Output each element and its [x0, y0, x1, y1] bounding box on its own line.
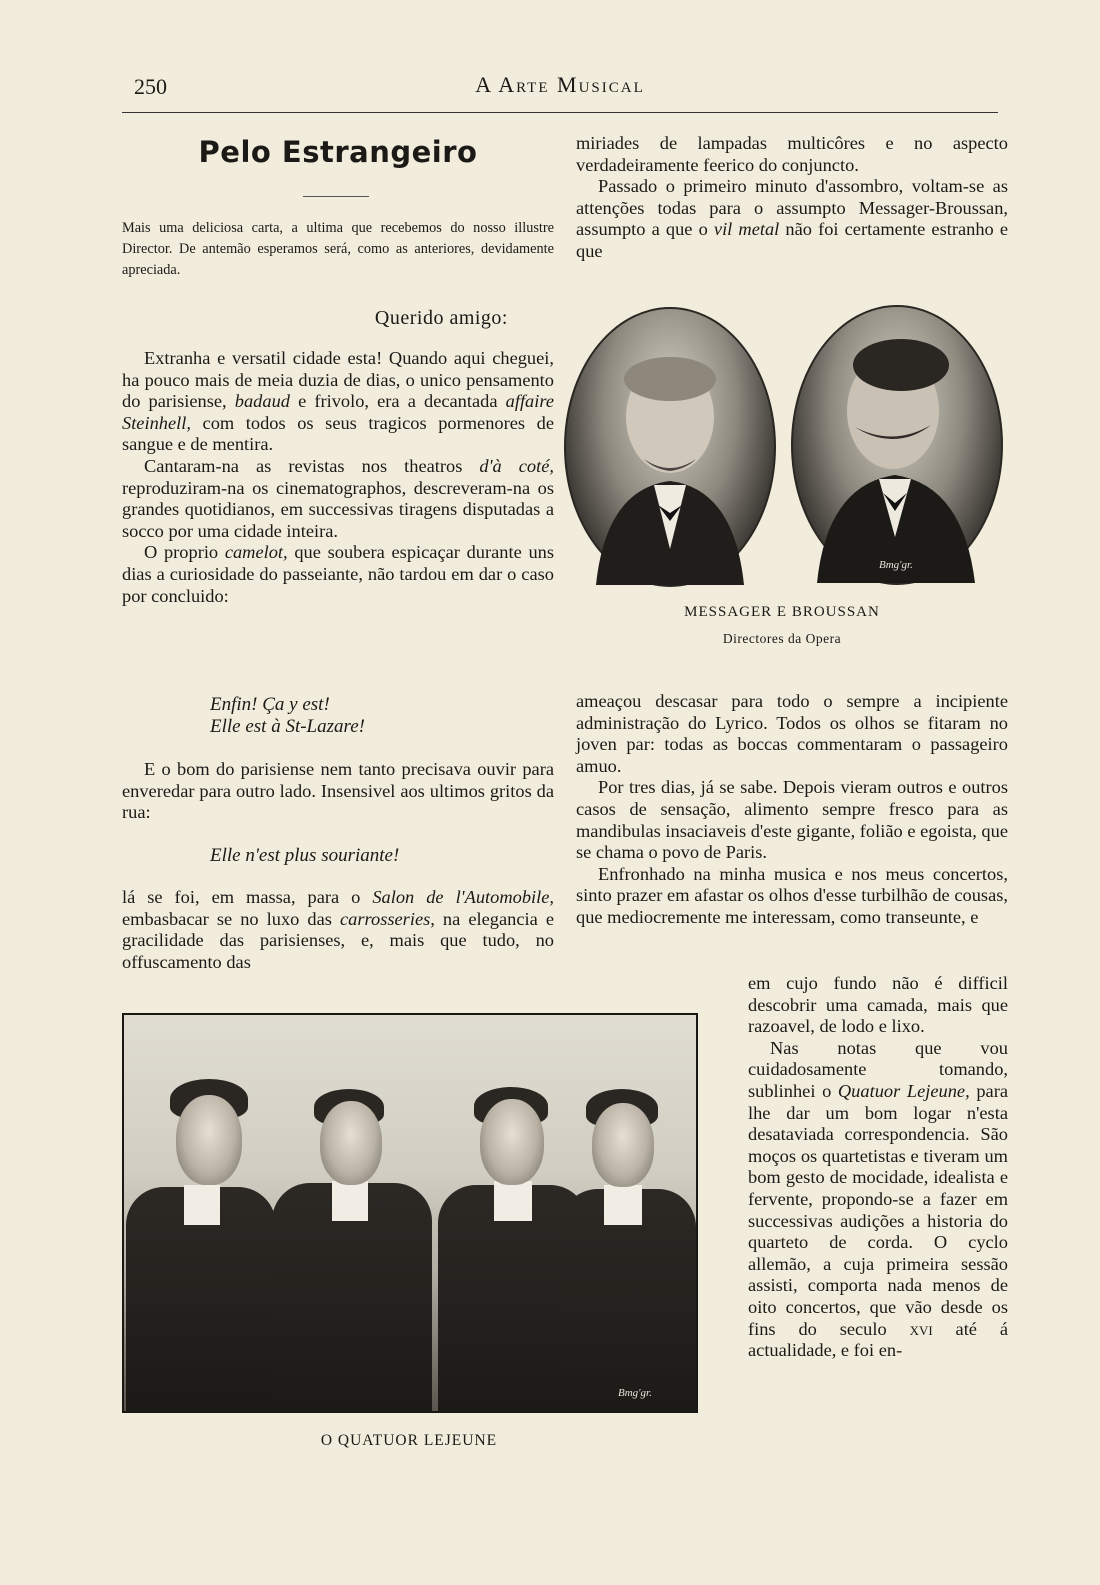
photographer-signature: Bmg'gr.	[879, 559, 913, 571]
paragraph-r1: miriades de lampadas multicôres e no aspecto verdadeiramente feerico do conjuncto.	[576, 133, 1008, 175]
paragraph-r4: Por tres dias, já se sabe. Depois vieram outros e outros casos de sensação, alimento sempre fresco para as mandibulas insaciaveis d'este gigante, folião e egoista, que se chama o povo de Paris.	[576, 777, 1008, 863]
right-column-top	[576, 133, 1008, 263]
right-column-narrow	[748, 973, 1008, 1362]
portrait-broussan	[791, 305, 1003, 585]
portraits-caption: MESSAGER E BROUSSAN	[684, 604, 880, 620]
page-number: 250	[134, 74, 167, 99]
quartet-photo	[122, 1013, 698, 1413]
paragraph-r5: Enfronhado na minha musica e nos meus concertos, sinto prazer em afastar os olhos d'esse turbilhão de cousas, que mediocremente me interessam, como transeunte, e	[576, 863, 1008, 927]
paragraph-5-text: lá se foi, em massa, para o Salon de l'Automobile, embasbacar se no luxo das carrosseries, na elegancia e gracilidade das parisienses, e, mais que tudo, no offuscamento das	[122, 887, 555, 972]
header-rule	[122, 112, 998, 113]
verse-line-1: Enfin! Ça y est!	[210, 694, 330, 715]
verse-line-2: Elle est à St-Lazare!	[210, 716, 365, 737]
paragraph-3: O proprio camelot, que soubera espicaçar durante uns dias a curiosidade do passeiante, não tardou em dar o caso por concluido:	[122, 542, 554, 606]
article-title: Pelo Estrangeiro	[198, 135, 478, 169]
portrait-messager-figure	[566, 309, 774, 585]
title-divider	[303, 196, 369, 197]
portraits-subcaption: Directores da Opera	[722, 631, 842, 646]
page-header	[122, 70, 998, 100]
article-intro: Mais uma deliciosa carta, a ultima que recebemos do nosso illustre Director. De antemão esperamos será, como as anteriores, devidamente apreciada.	[122, 220, 554, 278]
right-column-middle	[576, 691, 1008, 929]
journal-title: A Arte Musical	[475, 72, 645, 97]
paragraph-n2: Nas notas que vou cuidadosamente tomando, sublinhei o Quatuor Lejeune, para lhe dar um bom logar n'esta desataviada correspondencia. São moços os quartetistas e tiveram um bom gesto de mocidade, idealista e fervente, propondo-se a fazer em successivas audições a historia do quarteto de corda. O cyclo allemão, a cuja primeira sessão assisti, comporta nada menos de oito concertos, que vão desde os fins do seculo xvi até á actualidade, e foi en-	[748, 1037, 1008, 1361]
paragraph-5	[122, 887, 554, 973]
quartet-photographer-signature: Bmg'gr.	[618, 1387, 652, 1399]
verse-line-3: Elle n'est plus souriante!	[210, 845, 400, 866]
paragraph-4	[122, 759, 554, 824]
paragraph-r3: ameaçou descasar para todo o sempre a incipiente administração do Lyrico. Todos os olhos se fitaram no joven par: todas as boccas commentaram o passageiro amuo.	[576, 691, 1008, 776]
paragraph-r2: Passado o primeiro minuto d'assombro, voltam-se as attenções todas para o assumpto Messager-Broussan, assumpto a que o vil metal não foi certamente estranho e que	[576, 176, 1009, 261]
left-column-top	[122, 348, 554, 607]
letter-salutation: Querido amigo:	[374, 307, 508, 329]
quartet-member-2	[272, 1085, 432, 1413]
paragraph-2: Cantaram-na as revistas nos theatros d'à coté, reproduziram-na os cinematographos, descreveram-na os grandes quotidianos, em successivas tiragens disputadas a socco por uma cidade inteira.	[122, 455, 554, 541]
portrait-broussan-figure	[793, 307, 1001, 583]
paragraph-4-text: E o bom do parisiense nem tanto precisava ouvir para enveredar para outro lado. Insensivel aos ultimos gritos da rua:	[122, 759, 554, 823]
quartet-member-4	[560, 1085, 696, 1413]
paragraph-1: Extranha e versatil cidade esta! Quando aqui cheguei, ha pouco mais de meia duzia de dias, o unico pensamento do parisiense, badaud e frivolo, era a decantada affaire Steinhell, com todos os seus tragicos pormenores de sangue e de mentira.	[122, 348, 554, 455]
quartet-member-1	[126, 1075, 276, 1413]
quartet-caption: O QUATUOR LEJEUNE	[320, 1432, 498, 1449]
portrait-messager	[564, 307, 776, 587]
paragraph-n1: em cujo fundo não é difficil descobrir uma camada, mais que razoavel, de lodo e lixo.	[748, 973, 1008, 1037]
